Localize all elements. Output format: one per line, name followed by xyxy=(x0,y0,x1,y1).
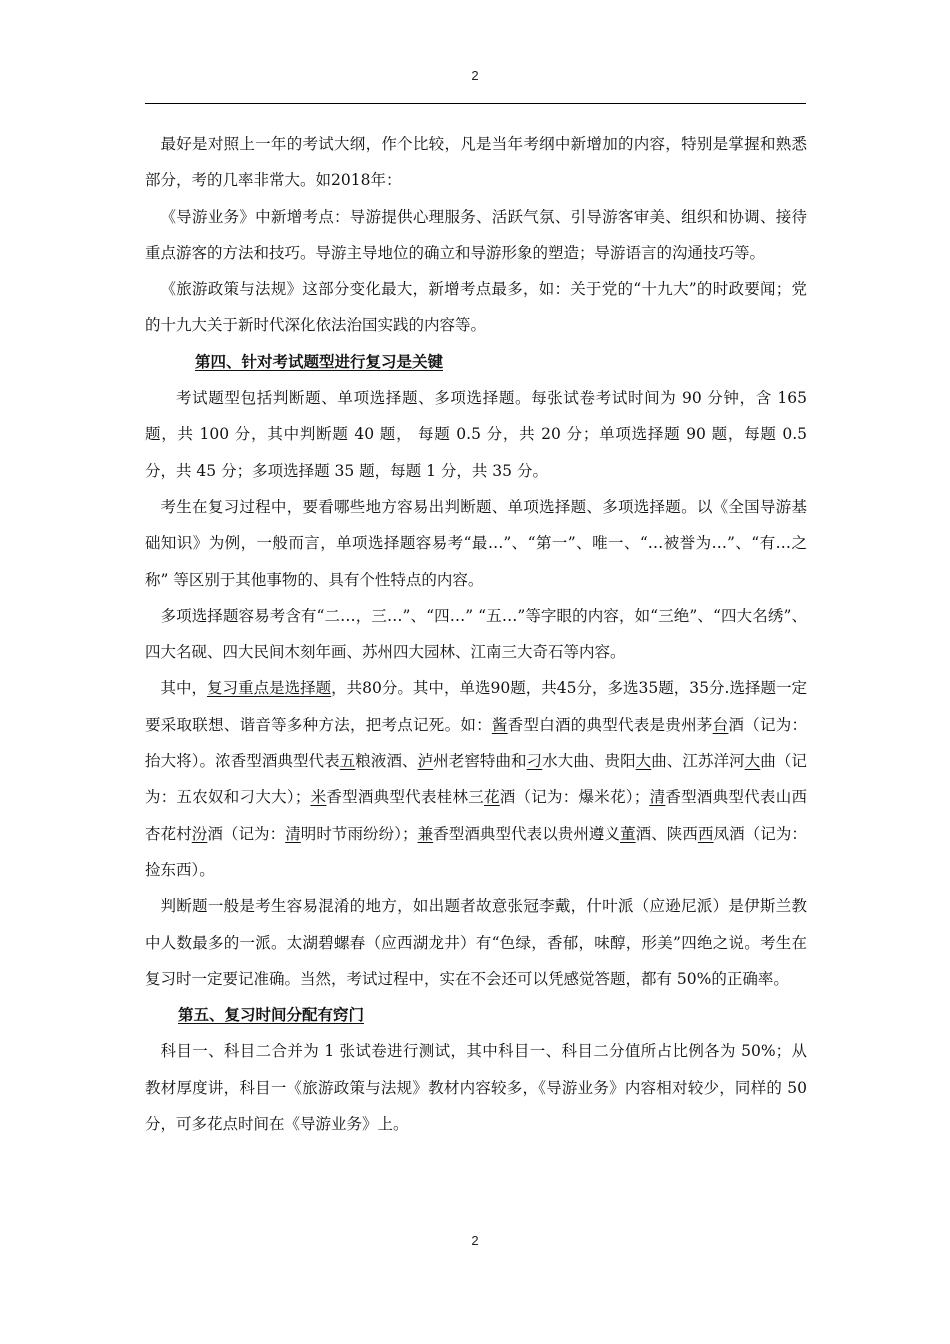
section-heading-4: 第四、针对考试题型进行复习是关键 xyxy=(195,351,444,371)
paragraph: 多项选择题容易考含有“二…，三…”、“四…” “五…”等字眼的内容，如“三绝”、“四大名绣”、四大名砚、四大民间木刻年画、苏州四大园林、江南三大奇石等内容。 xyxy=(145,606,807,662)
text-span: 凤酒（记为：捡东西）。 xyxy=(145,824,807,879)
underlined-char: 清 xyxy=(285,824,301,843)
paragraph: 考生在复习过程中，要看哪些地方容易出判断题、单项选择题、多项选择题。以《全国导游基础知识》为例，一般而言，单项选择题容易考“最…”、“第一”、唯一、“…被誉为…”、“有…之称” 等区别于其他事物的、具有个性特点的内容。 xyxy=(145,497,807,589)
header-page-number: 2 xyxy=(471,68,479,83)
paragraph: 最好是对照上一年的考试大纲，作个比较，凡是当年考纲中新增加的内容，特别是掌握和熟悉部分，考的几率非常大。如2018年： xyxy=(145,135,807,190)
paragraph: 考试题型包括判断题、单项选择题、多项选择题。每张试卷考试时间为 90 分钟，含 165 题，共 100 分，其中判断题 40 题， 每题 0.5 分，共 20 分；单项选择题 90 题，每题 0.5 分，共 45 分；多项选择题 35 题，每题 1 分，共 35 分。 xyxy=(145,389,807,480)
underlined-char: 酱 xyxy=(491,715,508,734)
underlined-char: 花 xyxy=(483,788,500,807)
header-rule xyxy=(145,103,806,104)
paragraph: 《导游业务》中新增考点：导游提供心理服务、活跃气氛、引导游客审美、组织和协调、接待重点游客的方法和技巧。导游主导地位的确立和导游形象的塑造；导游语言的沟通技巧等。 xyxy=(145,207,807,262)
paragraph: 科目一、科目二合并为 1 张试卷进行测试，其中科目一、科目二分值所占比例各为 50%；从教材厚度讲，科目一《旅游政策与法规》教材内容较多，《导游业务》内容相对较少，同样的 50 分，可多花点时间在《导游业务》上。 xyxy=(145,1042,807,1134)
text-span: 香型酒典型代表以贵州遵义 xyxy=(433,824,621,843)
text-span: 粮液酒、 xyxy=(355,752,418,771)
section-heading-5: 第五、复习时间分配有窍门 xyxy=(178,1005,365,1025)
footer-page-number: 2 xyxy=(471,1233,479,1248)
underlined-char: 米 xyxy=(310,788,327,807)
underlined-char: 刁 xyxy=(526,752,543,771)
underlined-char: 台 xyxy=(712,715,729,734)
underlined-char: 清 xyxy=(649,788,666,807)
text-span: 香型酒典型代表桂林三 xyxy=(326,788,484,807)
underlined-char: 五 xyxy=(339,752,356,771)
underlined-char: 大 xyxy=(635,752,652,771)
document-body xyxy=(145,126,807,1142)
underlined-text: 复习重点是选择题 xyxy=(207,679,332,698)
paragraph: 判断题一般是考生容易混淆的地方，如出题者故意张冠李戴，什叶派（应逊尼派）是伊斯兰教中人数最多的一派。太湖碧螺春（应西湖龙井）有“色绿，香郁，味醇，形美”四绝之说。考生在复习时一定要记准确。当然，考试过程中，实在不会还可以凭感觉答题，都有 50%的正确率。 xyxy=(145,897,807,988)
underlined-char: 泸 xyxy=(417,752,434,771)
underlined-char: 董 xyxy=(620,824,636,843)
underlined-char: 兼 xyxy=(417,824,434,843)
underlined-char: 西 xyxy=(697,824,714,843)
text-span: 香型白酒的典型代表是贵州茅 xyxy=(507,715,713,734)
text-span: 酒（记为：爆米花）； xyxy=(499,788,650,807)
text-span: 香型酒典型代表山西杏花村 xyxy=(145,788,807,843)
paragraph-mnemonics xyxy=(145,670,807,888)
paragraph: 《旅游政策与法规》这部分变化最大，新增考点最多，如：关于党的“十九大”的时政要闻；党的十九大关于新时代深化依法治国实践的内容等。 xyxy=(145,280,807,335)
text-span: 明时节雨纷纷）； xyxy=(300,824,418,843)
text-span: 其中， xyxy=(160,679,208,698)
text-span: 酒、陕西 xyxy=(635,824,698,843)
text-span: ，共80分。其中，单选90题，共45分，多选35题，35分.选择题一定要采取联想、谐音等多种方法，把考点记死。如： xyxy=(145,679,807,734)
text-span: 酒（记为： xyxy=(207,824,286,843)
text-span: 酒（记为：抬大将）。浓香型酒典型代表 xyxy=(145,715,807,771)
underlined-char: 汾 xyxy=(191,824,208,843)
text-span: 水大曲、贵阳 xyxy=(542,752,636,771)
text-span: 曲（记为：五农奴和刁大大）； xyxy=(145,752,807,807)
text-span: 曲、江苏洋河 xyxy=(651,752,745,771)
underlined-char: 大 xyxy=(744,752,761,771)
text-span: 州老窖特曲和 xyxy=(433,752,527,771)
